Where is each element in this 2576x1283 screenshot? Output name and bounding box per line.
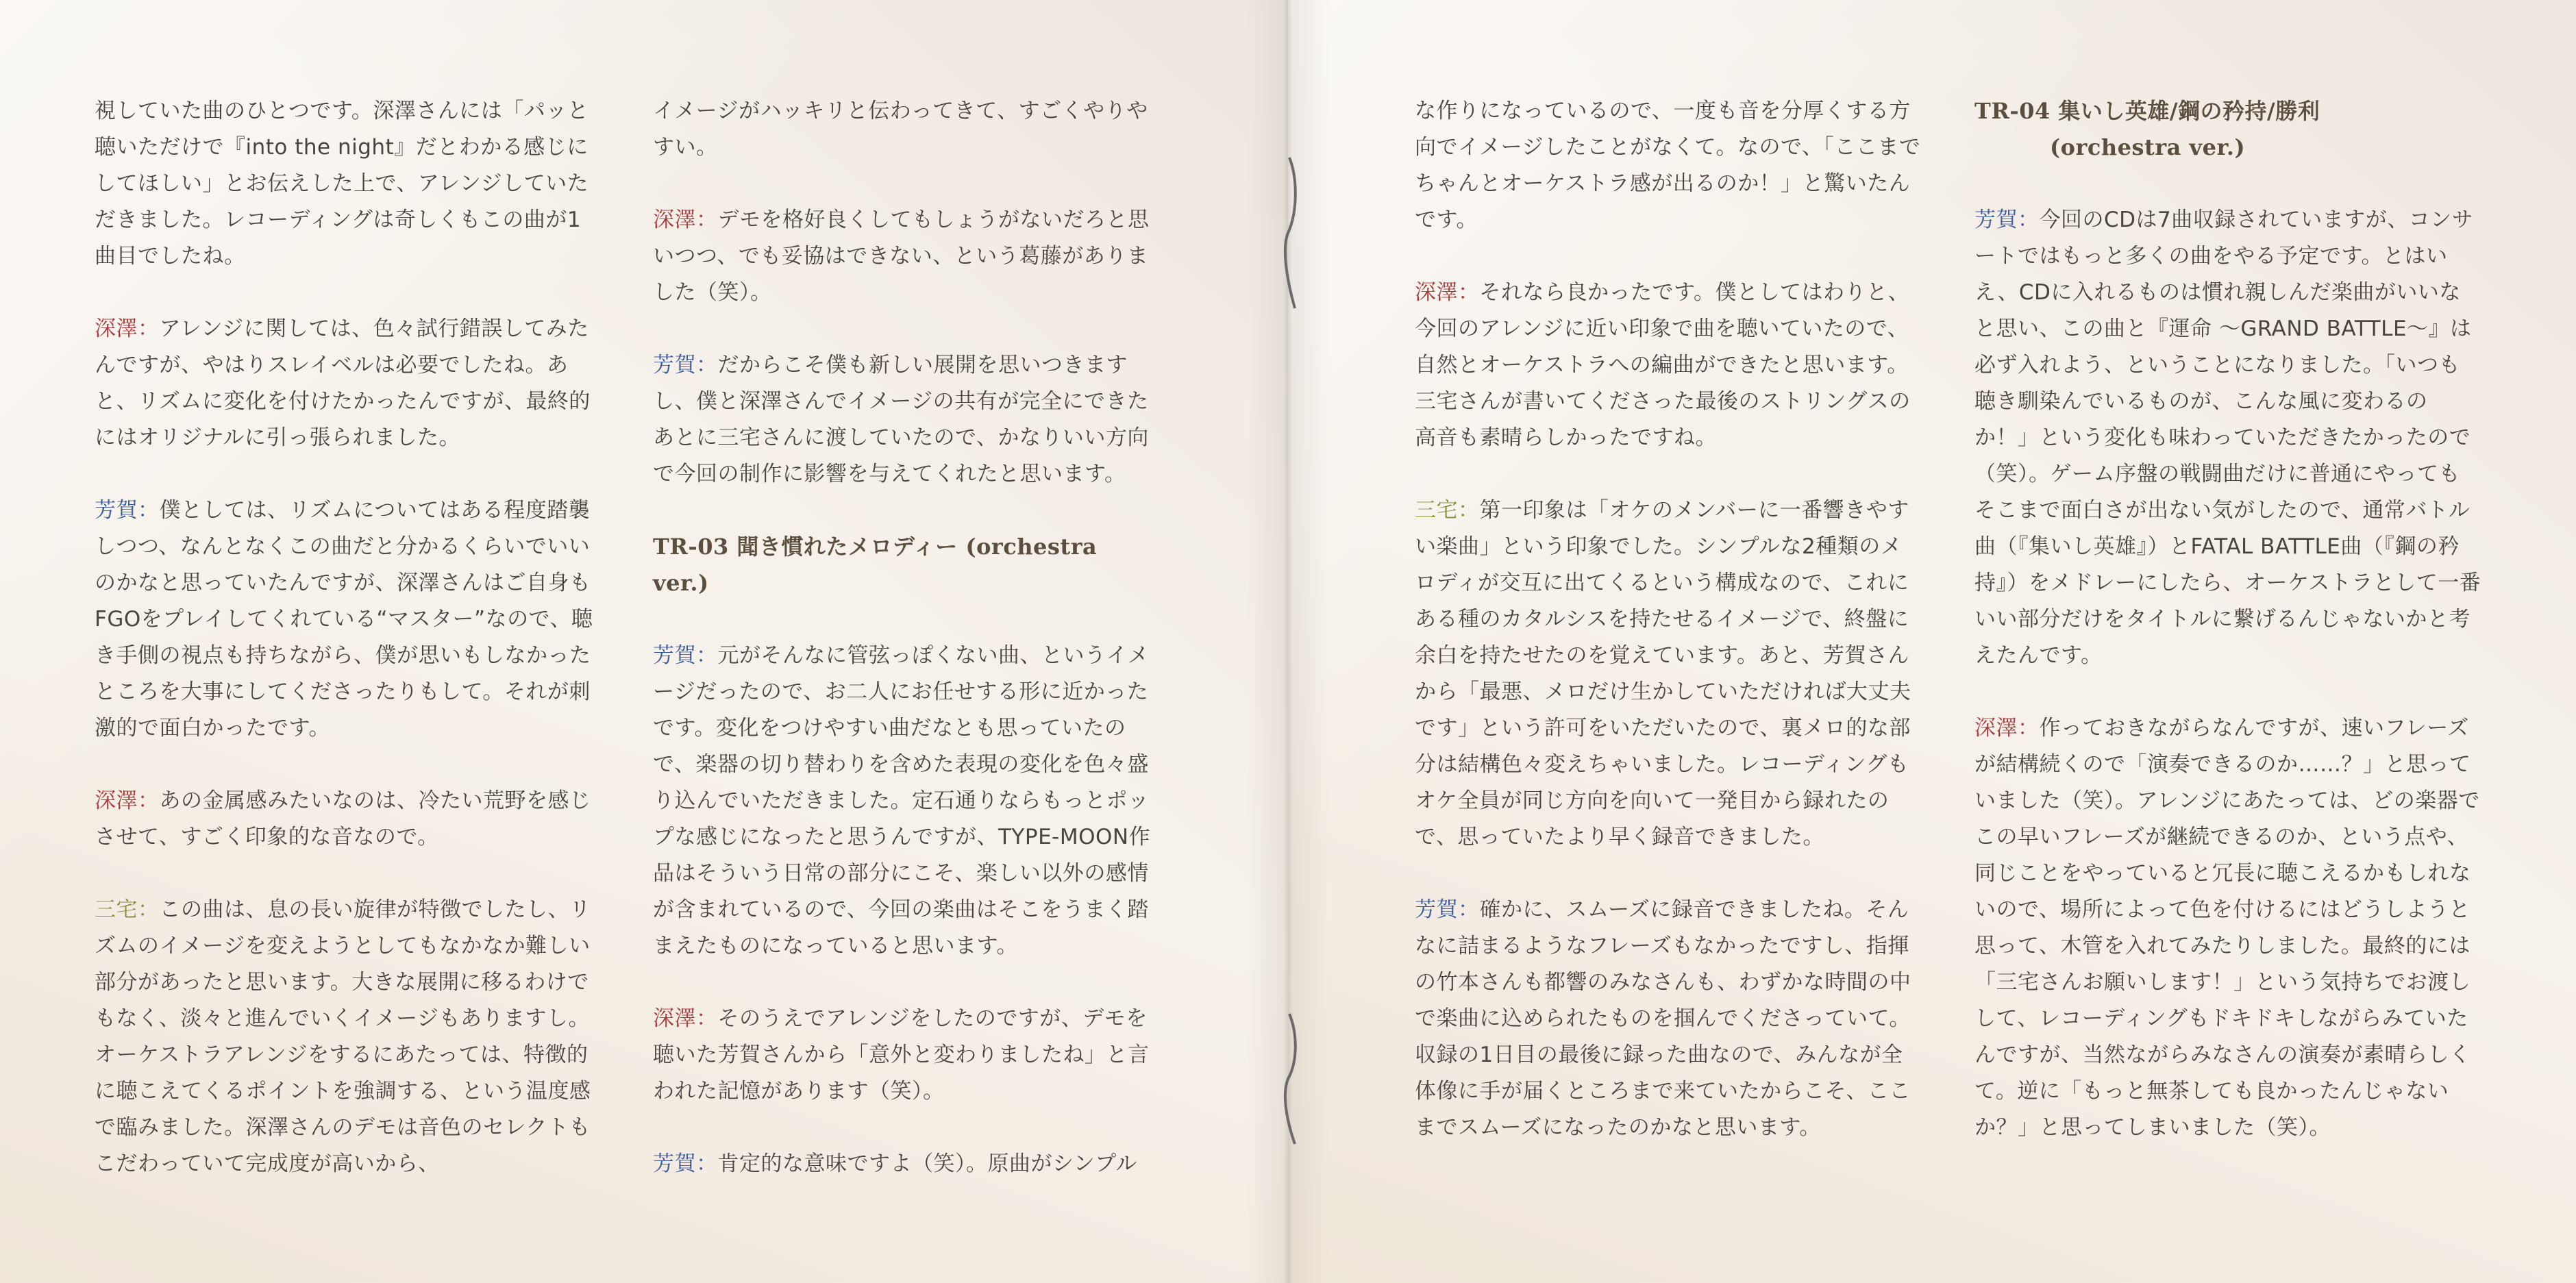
paragraph-text: この曲は、息の長い旋律が特徴でしたし、リズムのイメージを変えようとしてもなかなか難しい部分があったと思います。大きな展開に移るわけでもなく、淡々と進んでいくイメージもありますし。オーケストラアレンジをするにあたっては、特徴的に聴こえてくるポイントを強調する、という温度感で臨みました。深澤さんのデモは音色のセレクトもこだわっていて完成度が高いから、 [95,897,591,1176]
speaker-name: 深澤 [1415,280,1458,305]
track-title: TR-03 聞き慣れたメロディー (orchestra ver.) [653,534,1098,596]
paragraph-text: 僕としては、リズムについてはある程度踏襲しつつ、なんとなくこの曲だと分かるくらいでいいのかなと思っていたんですが、深澤さんはご自身もFGOをプレイしてくれている“マスター”なので、聴き手側の視点も持ちながら、僕が思いもしなかったところを大事にしてくださったりもして。それが刺激的で面白かったです。 [95,498,593,740]
speaker-name: 深澤 [653,1006,696,1031]
speaker-name: 深澤 [95,316,138,341]
paragraph-text: アレンジに関しては、色々試行錯誤してみたんですが、やはりスレイベルは必要でしたね。あと、リズムに変化を付けたかったんですが、最終的にはオリジナルに引っ張られました。 [95,316,591,450]
text-column-3 [1415,93,1922,1146]
interview-paragraph [653,347,1160,493]
paragraph-text: イメージがハッキリと伝わってきて、すごくやりやすい。 [653,99,1148,160]
interview-paragraph [1415,892,1922,1146]
interview-paragraph [653,202,1160,311]
speaker-name: 芳賀 [653,1151,696,1176]
speaker-name: 三宅 [95,897,138,922]
paragraph-text: な作りになっているので、一度も音を分厚くする方向でイメージしたことがなくて。なので、「ここまでちゃんとオーケストラ感が出るのか！」と驚いたんです。 [1415,99,1921,232]
interview-paragraph [1415,93,1922,238]
track-heading [653,529,1160,601]
interview-paragraph [95,783,602,856]
speaker-name: 芳賀 [1974,208,2018,232]
speaker-name: 深澤 [653,208,696,232]
text-column-1 [95,93,602,1182]
paragraph-text: 今回のCDは7曲収録されていますが、コンサートではもっと多くの曲をやる予定です。とはいえ、CDに入れるものは慣れ親しんだ楽曲がいいなと思い、この曲と『運命 ～GRAND BATTLE～』は必ず入れよう、ということになりました。「いつも聴き馴染んでいるものが、こんな風に変わるのか！」という変化も味わっていただきたかったので（笑）。ゲーム序盤の戦闘曲だけに普通にやってもそこまで面白さが出ない気がしたので、通常バトル曲（『集いし英雄』）とFATAL BATTLE曲（『鋼の矜持』）をメドレーにしたら、オーケストラとして一番いい部分だけをタイトルに繋げるんじゃないかと考えたんです。 [1974,208,2481,668]
paragraph-text: 元がそんなに管弦っぽくない曲、というイメージだったので、お二人にお任せする形に近かったです。変化をつけやすい曲だなとも思っていたので、楽器の切り替わりを含めた表現の変化を色々盛り込んでいただきました。定石通りならもっとポップな感じになったと思うんですが、TYPE-MOON作品はそういう日常の部分にこそ、楽しい以外の感情が含まれているので、今回の楽曲はそこをうまく踏まえたものになっていると思います。 [653,643,1151,958]
speaker-name: 三宅 [1415,498,1458,523]
speaker-colon: ： [138,788,160,813]
speaker-colon: ： [2018,716,2040,740]
track-heading [1974,93,2481,166]
speaker-colon: ： [138,316,160,341]
paragraph-text: 肯定的な意味ですよ（笑）。原曲がシンプル [717,1151,1137,1176]
paragraph-text: デモを格好良くしてもしょうがないだろと思いつつ、でも妥協はできない、という葛藤がありました（笑）。 [653,208,1150,305]
staple-top [1280,151,1300,315]
speaker-colon: ： [1458,280,1480,305]
speaker-colon: ： [696,208,718,232]
text-column-4 [1974,93,2481,1146]
interview-paragraph [653,1146,1160,1182]
paragraph-text: あの金属感みたいなのは、冷たい荒野を感じさせて、すごく印象的な音なので。 [95,788,591,849]
speaker-name: 芳賀 [1415,897,1458,922]
speaker-name: 深澤 [1974,716,2018,740]
paragraph-text: 作っておきながらなんですが、速いフレーズが結構続くので「演奏できるのか……？」と思っていました（笑）。アレンジにあたっては、どの楽器でこの早いフレーズが継続できるのか、という点や、同じことをやっていると冗長に聴こえるかもしれないので、場所によって色を付けるにはどうしようと思って、木管を入れてみたりしました。最終的には「三宅さんお願いします！」という気持ちでお渡しして、レコーディングもドキドキしながらみていたんですが、当然ながらみなさんの演奏が素晴らしくて。逆に「もっと無茶しても良かったんじゃないか？」と思ってしまいました（笑）。 [1974,716,2480,1140]
paragraph-text: 確かに、スムーズに録音できましたね。そんなに詰まるようなフレーズもなかったですし、指揮の竹本さんも都響のみなさんも、わずかな時間の中で楽曲に込められたものを掴んでくださっていて。収録の1日目の最後に録った曲なので、みんなが全体像に手が届くところまで来ていたからこそ、ここまでスムーズになったのかなと思います。 [1415,897,1911,1140]
speaker-colon: ： [138,498,160,523]
interview-paragraph [653,638,1160,964]
speaker-colon: ： [1458,498,1480,523]
speaker-name: 芳賀 [653,643,696,668]
paragraph-text: 視していた曲のひとつです。深澤さんには「パッと聴いただけで『into the night』だとわかる感じにしてほしい」とお伝えした上で、アレンジしていただきました。レコーディングは奇しくもこの曲が1曲目でしたね。 [95,99,589,269]
track-title: TR-04 集いし英雄/鋼の矜持/勝利 [1974,98,2320,124]
text-column-2 [653,93,1160,1182]
speaker-name: 芳賀 [95,498,138,523]
paragraph-text: だからこそ僕も新しい展開を思いつきますし、僕と深澤さんでイメージの共有が完全にできたあとに三宅さんに渡していたので、かなりいい方向で今回の制作に影響を与えてくれたと思います。 [653,353,1149,486]
speaker-name: 芳賀 [653,353,696,377]
paragraph-text: そのうえでアレンジをしたのですが、デモを聴いた芳賀さんから「意外と変わりましたね」と言われた記憶があります（笑）。 [653,1006,1150,1104]
speaker-colon: ： [138,897,160,922]
speaker-colon: ： [696,353,718,377]
interview-paragraph [1415,275,1922,456]
speaker-colon: ： [696,643,718,668]
interview-paragraph [653,1001,1160,1110]
speaker-colon: ： [696,1151,718,1176]
track-version: (orchestra ver.) [2050,134,2246,160]
interview-paragraph [95,892,602,1182]
interview-paragraph [95,311,602,456]
interview-paragraph [1974,710,2481,1146]
interview-paragraph [95,93,602,275]
speaker-colon: ： [2018,208,2040,232]
interview-paragraph [653,93,1160,166]
staple-bottom [1280,1007,1300,1151]
interview-paragraph [1415,493,1922,856]
paragraph-text: それなら良かったです。僕としてはわりと、今回のアレンジに近い印象で曲を聴いていたので、自然とオーケストラへの編曲ができたと思います。三宅さんが書いてくださった最後のストリングスの高音も素晴らしかったですね。 [1415,280,1911,450]
interview-paragraph [1974,202,2481,674]
paragraph-text: 第一印象は「オケのメンバーに一番響きやすい楽曲」という印象でした。シンプルな2種類のメロディが交互に出てくるという構成なので、これにある種のカタルシスを持たせるイメージで、終盤に余白を持たせたのを覚えています。あと、芳賀さんから「最悪、メロだけ生かしていただければ大丈夫です」という許可をいただいたので、裏メロ的な部分は結構色々変えちゃいました。レコーディングもオケ全員が同じ方向を向いて一発目から録れたので、思っていたより早く録音できました。 [1415,498,1911,849]
speaker-name: 深澤 [95,788,138,813]
interview-paragraph [95,493,602,747]
speaker-colon: ： [1458,897,1480,922]
speaker-colon: ： [696,1006,718,1031]
